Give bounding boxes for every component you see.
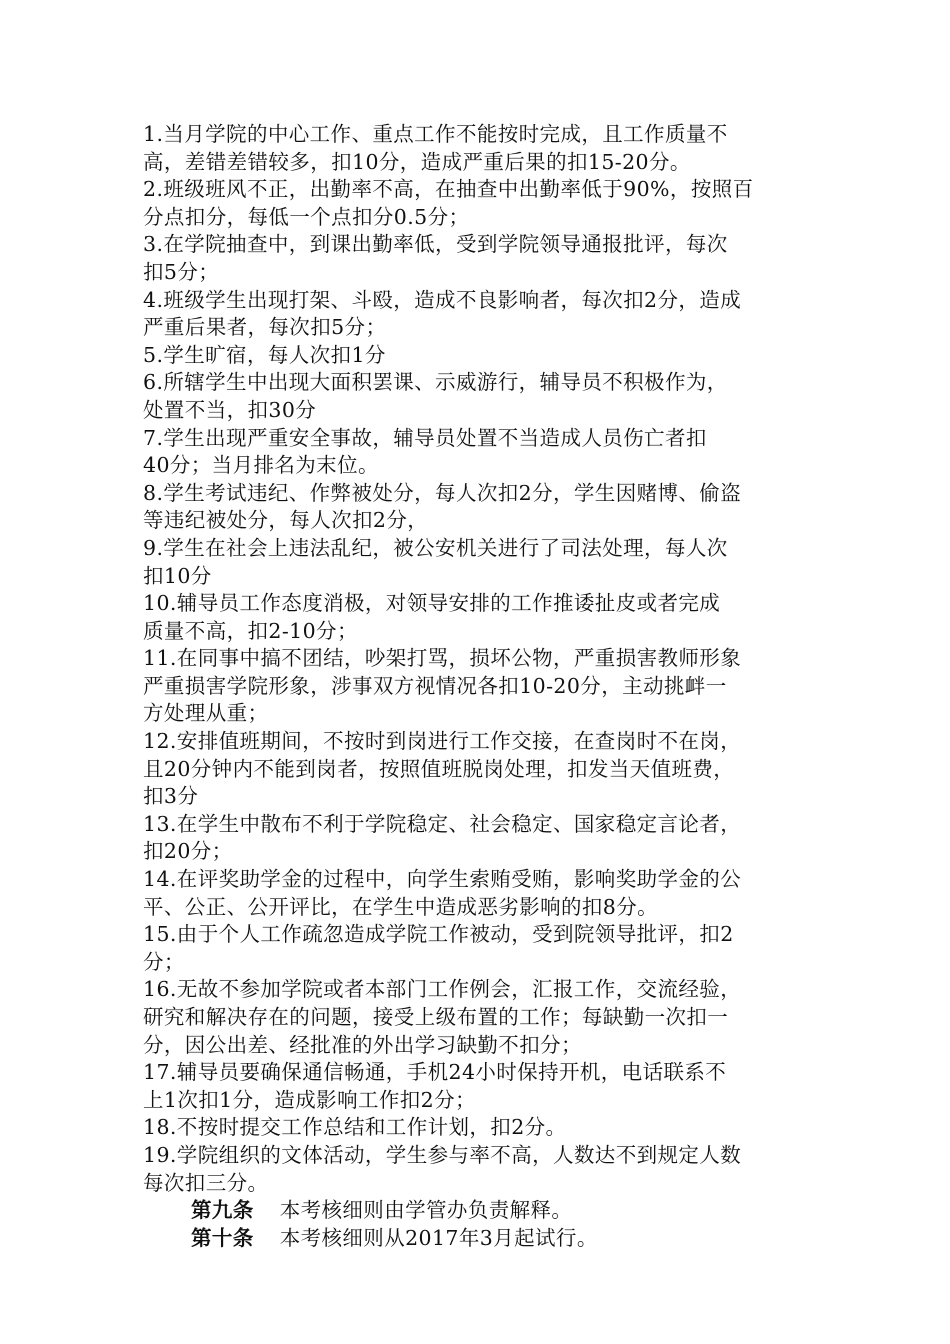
text-line: 上1次扣1分，造成影响工作扣2分； — [143, 1087, 476, 1112]
text-line: 12.安排值班期间，不按时到岗进行工作交接，在查岗时不在岗， — [143, 729, 742, 754]
text-line: 1.当月学院的中心工作、重点工作不能按时完成，且工作质量不 — [143, 122, 728, 146]
text-line: 扣20分； — [143, 839, 233, 864]
text-line: 15.由于个人工作疏忽造成学院工作被动，受到院领导批评，扣2 — [143, 922, 734, 947]
text-line: 分，因公出差、经批准的外出学习缺勤不扣分； — [143, 1032, 582, 1057]
article-nine — [143, 1197, 811, 1225]
text-line: 11.在同事中搞不团结，吵架打骂，损坏公物，严重损害教师形象 — [143, 646, 742, 671]
text-line: 5.学生旷宿，每人次扣1分 — [143, 342, 386, 367]
text-line: 分点扣分，每低一个点扣分0.5分； — [143, 204, 470, 229]
document-body — [143, 121, 811, 1252]
article-ten — [143, 1225, 811, 1253]
text-line: 16.无故不参加学院或者本部门工作例会，汇报工作，交流经验， — [143, 977, 742, 1002]
text-line: 3.在学院抽查中，到课出勤率低，受到学院领导通报批评，每次 — [143, 232, 728, 257]
text-line: 6.所辖学生中出现大面积罢课、示威游行，辅导员不积极作为， — [143, 370, 728, 395]
text-line: 19.学院组织的文体活动，学生参与率不高，人数达不到规定人数 — [143, 1142, 742, 1167]
text-line: 9.学生在社会上违法乱纪，被公安机关进行了司法处理，每人次 — [143, 535, 728, 560]
text-line: 2.班级班风不正，出勤率不高，在抽查中出勤率低于90%，按照百 — [143, 177, 754, 202]
article-text: 本考核细则由学管办负责解释。 — [279, 1198, 573, 1223]
text-line: 13.在学生中散布不利于学院稳定、社会稳定、国家稳定言论者， — [143, 811, 742, 836]
text-line: 18.不按时提交工作总结和工作计划，扣2分。 — [143, 1115, 567, 1140]
text-line: 10.辅导员工作态度消极，对领导安排的工作推诿扯皮或者完成 — [143, 591, 721, 616]
text-line: 方处理从重； — [143, 701, 269, 726]
text-line: 4.班级学生出现打架、斗殴，造成不良影响者，每次扣2分，造成 — [143, 287, 742, 312]
text-line: 且20分钟内不能到岗者，按照值班脱岗处理，扣发当天值班费， — [143, 756, 735, 781]
text-line: 处置不当，扣30分 — [143, 397, 317, 422]
text-line: 高，差错差错较多，扣10分，造成严重后果的扣15-20分。 — [143, 149, 691, 174]
text-line: 平、公正、公开评比，在学生中造成恶劣影响的扣8分。 — [143, 894, 659, 919]
text-line: 14.在评奖助学金的过程中，向学生索贿受贿，影响奖助学金的公 — [143, 867, 742, 892]
text-line: 分； — [143, 949, 185, 974]
text-line: 扣5分； — [143, 259, 220, 284]
text-line: 40分；当月排名为末位。 — [143, 453, 379, 478]
article-number: 第十条 — [191, 1225, 254, 1250]
text-line: 扣3分 — [143, 784, 199, 809]
text-line: 等违纪被处分，每人次扣2分， — [143, 508, 429, 533]
text-line: 每次扣三分。 — [143, 1170, 269, 1195]
text-line: 扣10分 — [143, 563, 212, 588]
text-line: 17.辅导员要确保通信畅通，手机24小时保持开机，电话联系不 — [143, 1060, 727, 1085]
text-line: 严重损害学院形象，涉事双方视情况各扣10-20分，主动挑衅一 — [143, 673, 727, 698]
text-line: 研究和解决存在的问题，接受上级布置的工作；每缺勤一次扣一 — [143, 1005, 729, 1029]
text-line: 严重后果者，每次扣5分； — [143, 315, 387, 340]
article-text: 本考核细则从2017年3月起试行。 — [279, 1225, 598, 1250]
text-line: 7.学生出现严重安全事故，辅导员处置不当造成人员伤亡者扣 — [143, 425, 707, 450]
text-line: 8.学生考试违纪、作弊被处分，每人次扣2分，学生因赌博、偷盗 — [143, 480, 742, 505]
article-number: 第九条 — [191, 1198, 254, 1223]
text-line: 质量不高，扣2-10分； — [143, 618, 358, 643]
